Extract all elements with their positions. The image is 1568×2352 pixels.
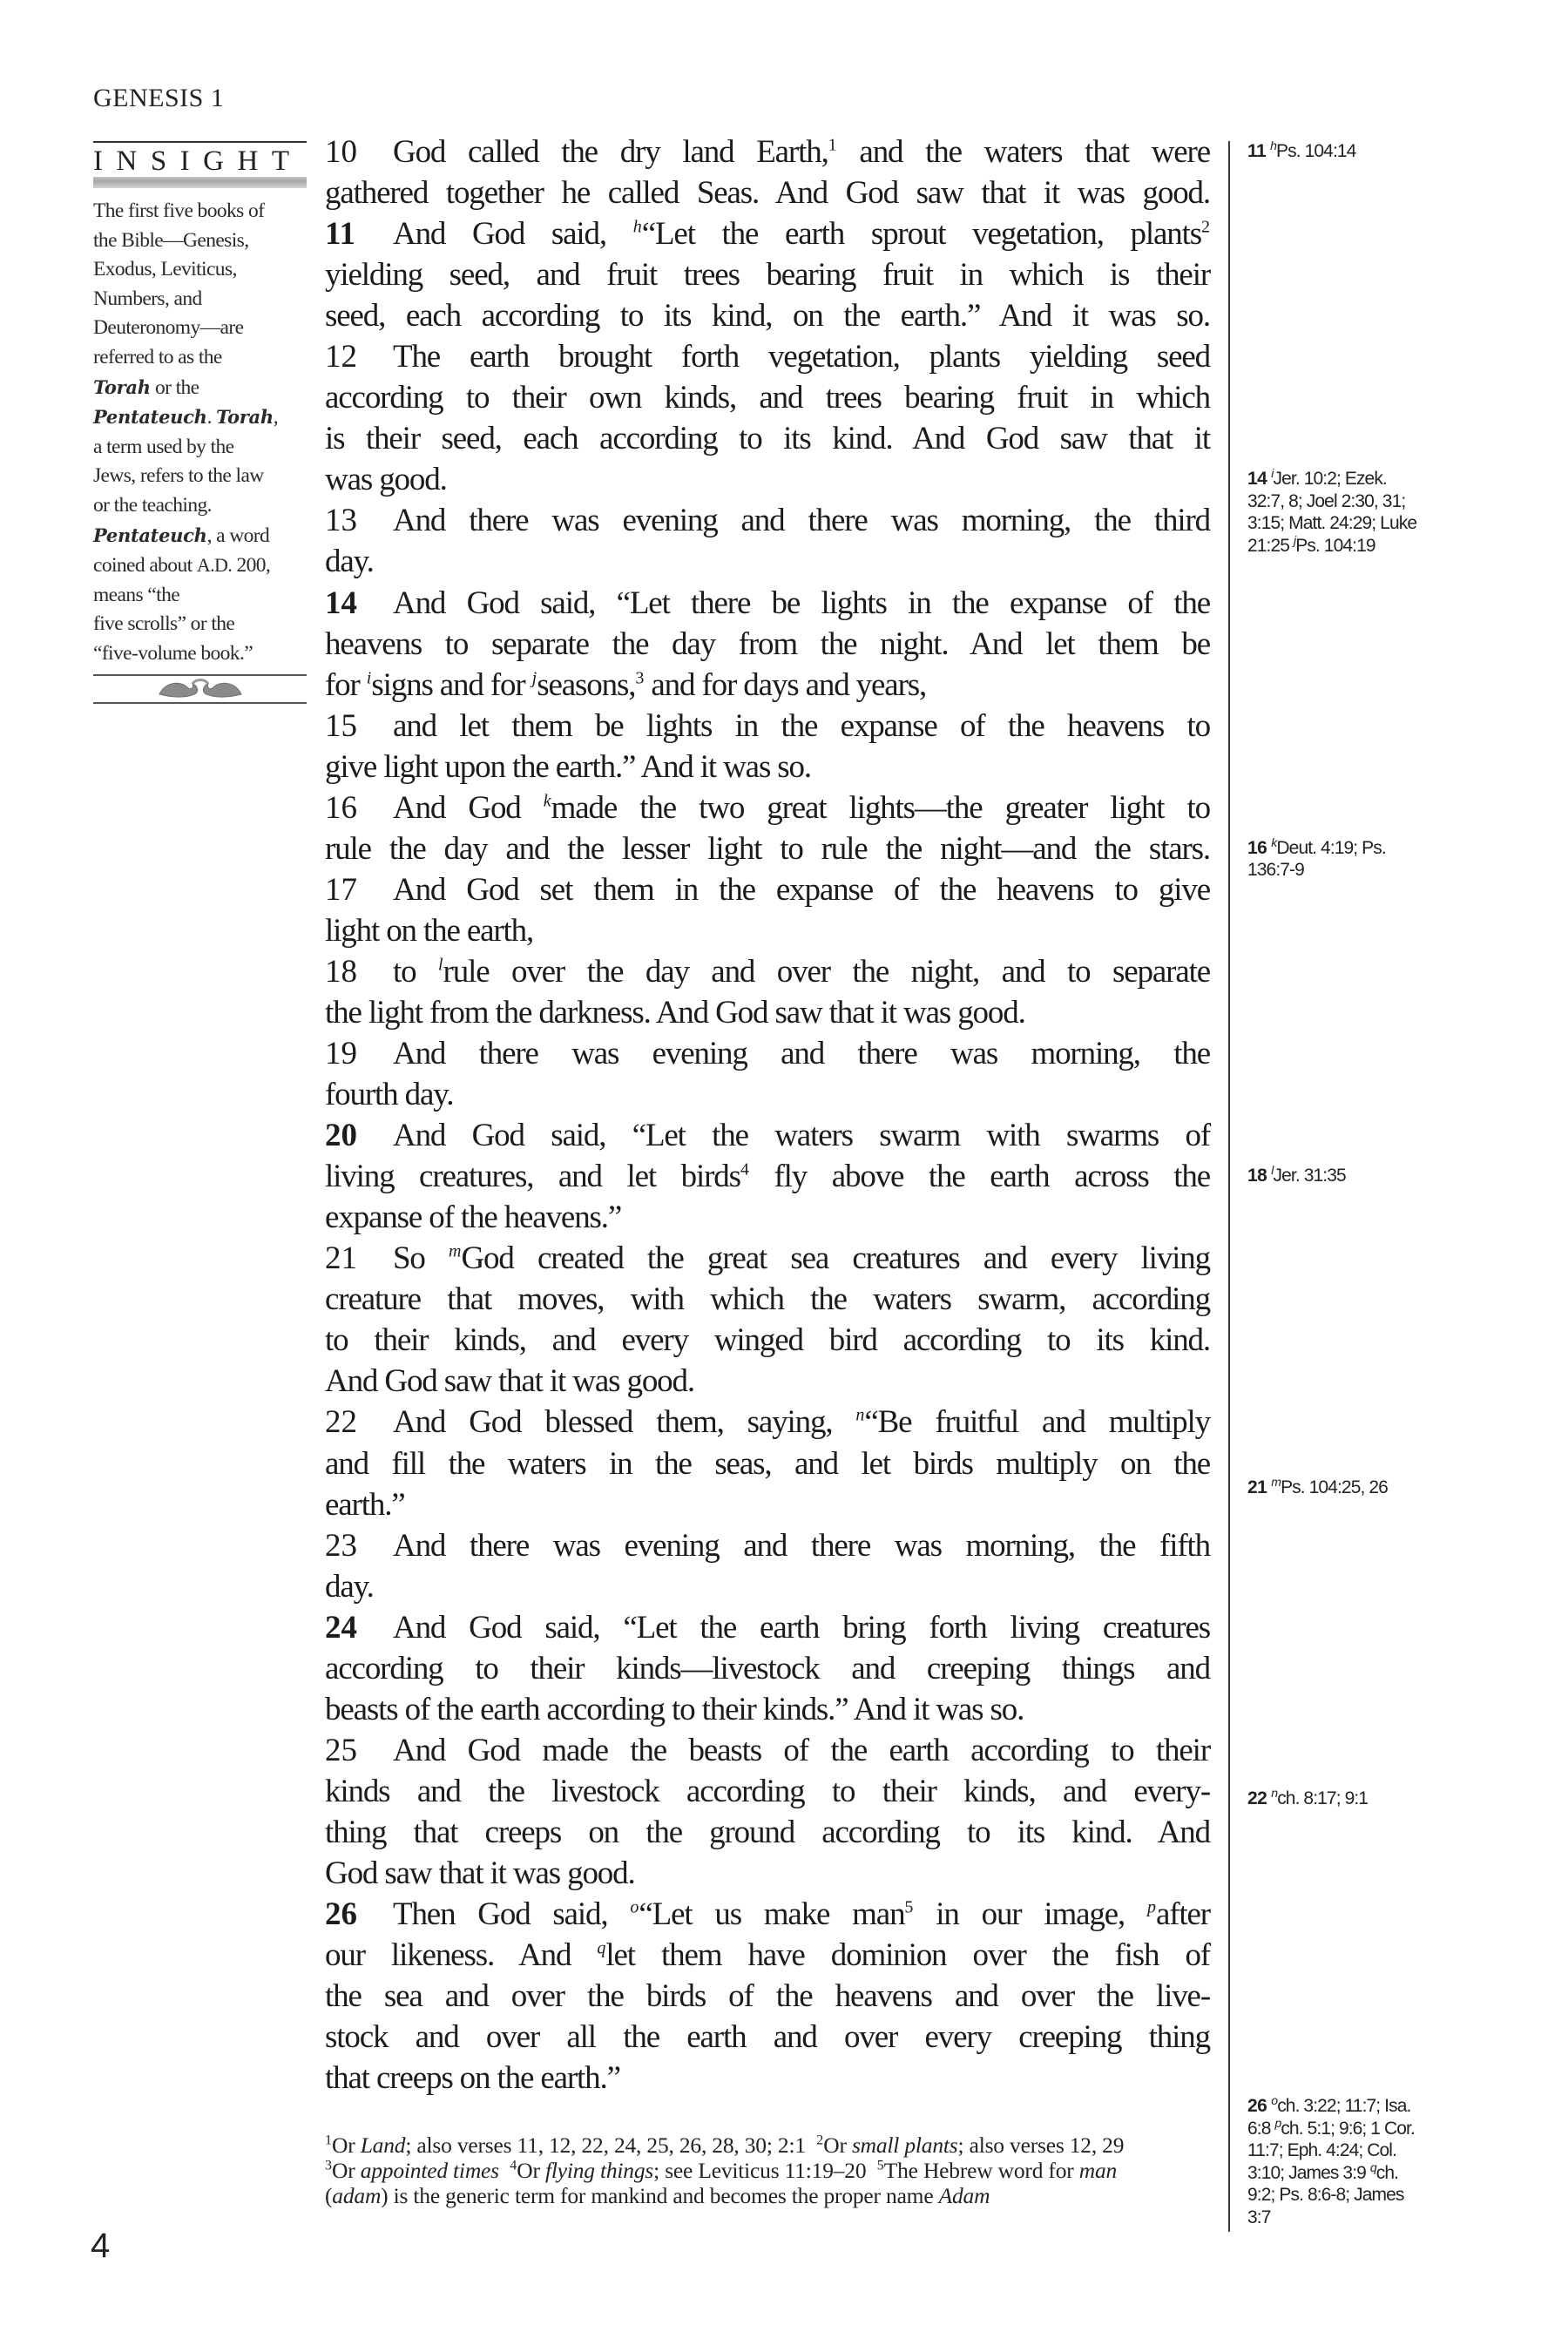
verse-text: was good. [325, 462, 447, 498]
verse-text: fourth day. [325, 1077, 454, 1113]
verse-start-line [325, 951, 1210, 992]
cross-reference-letter: i [1271, 466, 1274, 481]
verse-text: living creatures, and let birds [325, 1159, 740, 1195]
cross-reference-verse: 18 [1247, 1166, 1267, 1186]
footnote-italic: man [1078, 2158, 1118, 2183]
verse-line [325, 1074, 1210, 1115]
verse-line [325, 254, 1210, 295]
footnote-text: Or [517, 2158, 545, 2183]
verse-text: gathered together he called Seas. And God saw that it was good. [325, 175, 1210, 212]
cross-reference-verse: 11 [1247, 141, 1267, 161]
verse-line [325, 377, 1210, 418]
verse-number: 19 [325, 1036, 357, 1072]
verse-text: And God said, [393, 216, 633, 253]
verse-text: So [393, 1240, 449, 1277]
footnote-number: 4 [510, 2158, 517, 2173]
verse-text: to their kinds, and every winged bird according to its kind. [325, 1322, 1210, 1359]
verse-text: And God said, “Let the waters swarm with swarms of [393, 1118, 1210, 1154]
verse-text: in our image, [913, 1896, 1147, 1933]
verse-line [325, 1361, 1210, 1402]
verse-start-line [325, 1607, 1210, 1648]
insight-line [93, 314, 307, 343]
verse-start-line [325, 500, 1210, 541]
insight-term: Pentateuch [93, 524, 207, 546]
verse-line [325, 1771, 1210, 1812]
insight-line [93, 343, 307, 373]
verse-line [325, 459, 1210, 500]
cross-reference-letter: n [1271, 1786, 1278, 1801]
cross-reference-marker: j [531, 668, 537, 688]
verse-text: And God made the beasts of the earth according to their [393, 1732, 1210, 1768]
insight-line [93, 373, 307, 403]
footnote-marker: 3 [635, 668, 645, 688]
cross-reference-verse: 22 [1247, 1788, 1267, 1809]
scripture-text [325, 132, 1210, 2099]
footnote-italic: flying things [544, 2158, 654, 2183]
footnote-italic: small plants [851, 2132, 958, 2158]
cross-reference-text: Jer. 31:35 [1273, 1166, 1346, 1186]
cross-reference-verse: 26 [1247, 2096, 1267, 2117]
footnote-italic: Land [360, 2132, 406, 2158]
verse-start-line [325, 787, 1210, 828]
verse-line [325, 2017, 1210, 2058]
verse-text: God saw that it was good. [325, 1855, 635, 1891]
insight-text: or the teaching. [93, 493, 212, 517]
cross-reference-text: Jer. 10:2; Ezek. 32:7, 8; Joel 2:30, 31; 3:15; Matt. 24:29; Luke 21:25 [1247, 469, 1417, 556]
verse-line [325, 1566, 1210, 1607]
insight-line [93, 581, 307, 611]
footnotes [325, 2132, 1210, 2208]
verse-line [325, 1484, 1210, 1525]
insight-title: INSIGHT [93, 145, 303, 177]
verse-number: 22 [325, 1404, 357, 1441]
verse-number: 12 [325, 339, 357, 375]
insight-text: the Bible—Genesis, [93, 228, 249, 252]
verse-text: yielding seed, and fruit trees bearing fruit in which is their [325, 257, 1210, 294]
cross-reference-text: ch. 3:22; 11:7; Isa. 6:8 [1247, 2096, 1411, 2139]
verse-start-line [325, 1894, 1210, 1935]
verse-line [325, 1812, 1210, 1853]
verse-line [325, 828, 1210, 869]
verse-text: the light from the darkness. And God saw that it was good. [325, 994, 1025, 1031]
verse-text: seed, each according to its kind, on the earth.” And it was so. [325, 298, 1210, 335]
verse-number: 21 [325, 1240, 357, 1277]
verse-text: is their seed, each according to its kind. And God saw that it [325, 421, 1210, 457]
verse-text: light on the earth, [325, 912, 534, 949]
verse-text: that creeps on the earth.” [325, 2060, 620, 2097]
insight-term: Torah [93, 375, 151, 398]
insight-text: coined about [93, 554, 197, 578]
verse-line [325, 910, 1210, 951]
cross-reference-verse: 16 [1247, 837, 1267, 858]
footnote-text: Or [332, 2132, 361, 2158]
cross-reference-marker: q [597, 1938, 606, 1958]
verse-text: expanse of the heavens.” [325, 1200, 622, 1236]
verse-text: earth.” [325, 1486, 405, 1523]
verse-line [325, 992, 1210, 1033]
verse-text: “Be fruitful and multiply [864, 1404, 1210, 1441]
verse-text: And God saw that it was good. [325, 1363, 694, 1400]
verse-text: creature that moves, with which the waters swarm, according [325, 1281, 1210, 1318]
footnote-number: 1 [325, 2132, 332, 2148]
verse-start-line [325, 706, 1210, 747]
insight-line [93, 285, 307, 314]
insight-line [93, 610, 307, 639]
running-head: GENESIS 1 [93, 84, 225, 112]
verse-text: the sea and over the birds of the heavens and over the live- [325, 1978, 1210, 2015]
cross-reference-letter: p [1274, 2115, 1281, 2130]
verse-text: made the two great lights—the greater light to [551, 789, 1211, 826]
verse-text: rule the day and the lesser light to rule the night—and the stars. [325, 830, 1210, 867]
fleuron-ornament-icon [152, 677, 248, 701]
verse-line [325, 1156, 1210, 1197]
verse-text: stock and over all the earth and over every creeping thing [325, 2019, 1210, 2056]
cross-reference-text: ch. 8:17; 9:1 [1277, 1788, 1369, 1809]
verse-line [325, 1689, 1210, 1730]
verse-number: 15 [325, 707, 357, 744]
footnote-number: 3 [325, 2158, 332, 2173]
insight-top-rule [93, 141, 307, 143]
cross-reference-text: ch. 5:1; 9:6; 1 Cor. 11:7; Eph. 4:24; Col. 3:10; James 3:9 [1247, 2118, 1415, 2183]
verse-start-line [325, 1402, 1210, 1443]
cross-reference-text: Ps. 104:25, 26 [1281, 1477, 1388, 1497]
cross-reference-letter: l [1271, 1163, 1274, 1178]
verse-text: And God [393, 789, 544, 826]
verse-text: and the waters that were [836, 134, 1210, 170]
insight-text: means “the [93, 583, 180, 606]
verse-line [325, 1935, 1210, 1976]
insight-line [93, 226, 307, 256]
insight-title-band [93, 177, 307, 188]
insight-text: , a word [206, 524, 270, 547]
verse-number: 13 [325, 503, 357, 539]
verse-start-line [325, 336, 1210, 377]
verse-text: God created the great sea creatures and every living [461, 1240, 1210, 1277]
insight-sidebar [93, 141, 307, 704]
verse-text: kinds and the livestock according to their kinds, and every- [325, 1773, 1210, 1809]
footnote-italic: Adam [938, 2183, 990, 2208]
cross-reference-entry [1247, 1165, 1426, 1187]
verse-line [325, 1320, 1210, 1361]
verse-text: Then God said, [393, 1896, 631, 1933]
verse-text: “Let us make man [639, 1896, 905, 1933]
cross-reference-text: Ps. 104:14 [1276, 141, 1356, 161]
footnote-line [325, 2132, 1210, 2158]
insight-text: Jews, refers to the law [93, 464, 264, 488]
insight-line [93, 433, 307, 463]
verse-line [325, 1279, 1210, 1320]
insight-text: . [206, 406, 217, 429]
verse-number: 25 [325, 1732, 357, 1768]
insight-text: , [273, 406, 279, 429]
verse-start-line [325, 1033, 1210, 1074]
verse-line [325, 624, 1210, 665]
footnote-line [325, 2183, 1210, 2208]
cross-reference-marker: l [437, 955, 443, 975]
footnote-text: Or [332, 2158, 361, 2183]
insight-text: or the [150, 375, 199, 399]
insight-term: Torah [216, 406, 274, 429]
footnote-text: The Hebrew word for [883, 2158, 1079, 2183]
verse-number: 11 [325, 216, 355, 253]
verse-text: And there was evening and there was morning, the [393, 1036, 1210, 1072]
insight-text: a term used by the [93, 435, 234, 458]
verse-start-line [325, 1730, 1210, 1771]
footnote-marker: 5 [904, 1897, 914, 1917]
verse-line [325, 1197, 1210, 1238]
cross-reference-letter: j [1294, 532, 1296, 547]
verse-text: according to their own kinds, and trees bearing fruit in which [325, 380, 1210, 416]
insight-line [93, 491, 307, 521]
verse-text: day. [325, 1568, 374, 1605]
verse-text: according to their kinds—livestock and creeping things and [325, 1650, 1210, 1686]
cross-reference-entry [1247, 1474, 1426, 1499]
verse-number: 16 [325, 789, 357, 826]
cross-reference-marker: h [632, 217, 642, 237]
cross-reference-entry [1247, 468, 1426, 557]
verse-line [325, 172, 1210, 213]
verse-text: give light upon the earth.” And it was so. [325, 748, 811, 785]
verse-line [325, 1976, 1210, 2017]
insight-line [93, 255, 307, 285]
insight-body [93, 197, 307, 669]
insight-text: Exodus, Leviticus, [93, 258, 237, 281]
cross-reference-entry [1247, 140, 1426, 163]
insight-line [93, 551, 307, 581]
footnote-number: 2 [816, 2132, 824, 2148]
footnote-italic: appointed times [360, 2158, 499, 2183]
insight-line [93, 521, 307, 551]
verse-start-line [325, 132, 1210, 172]
verse-line [325, 665, 1210, 706]
cross-reference-letter: o [1271, 2093, 1278, 2108]
insight-text: Numbers, and [93, 287, 202, 310]
verse-text: let them have dominion over the fish of [605, 1937, 1210, 1974]
insight-line [93, 402, 307, 433]
cross-reference-letter: q [1369, 2159, 1376, 2174]
verse-line [325, 747, 1210, 787]
footnote-line [325, 2158, 1210, 2183]
verse-line [325, 1853, 1210, 1894]
footnote-number: 5 [876, 2158, 884, 2173]
verse-start-line [325, 213, 1210, 254]
insight-term: Pentateuch [93, 406, 207, 429]
cross-reference-entry [1247, 2095, 1426, 2228]
verse-text: God called the dry land Earth, [393, 134, 828, 170]
insight-text: five scrolls” or the [93, 612, 235, 636]
footnote-text: ; see Leviticus 11:19–20 [653, 2158, 877, 2183]
verse-text: And there was evening and there was morning, the fifth [393, 1527, 1210, 1564]
insight-text: A.D. [196, 554, 233, 577]
cross-reference-marker: n [855, 1406, 865, 1426]
verse-number: 17 [325, 871, 357, 908]
page-number: 4 [91, 2227, 111, 2265]
verse-text: And God said, “Let the earth bring forth living creatures [393, 1609, 1210, 1646]
cross-reference-marker: m [449, 1241, 462, 1261]
cross-reference-marker: k [543, 791, 551, 811]
footnote-text: ) is the generic term for mankind and becomes the proper name [381, 2183, 939, 2208]
footnote-text: ; also verses 11, 12, 22, 24, 25, 26, 28, 30; 2:1 [405, 2132, 817, 2158]
verse-number: 24 [325, 1609, 357, 1646]
verse-text: signs and for [371, 666, 532, 703]
verse-text: and let them be lights in the expanse of the heavens to [393, 707, 1210, 744]
verse-number: 23 [325, 1527, 357, 1564]
verse-line [325, 541, 1210, 582]
cross-reference-letter: k [1271, 835, 1277, 849]
verse-number: 14 [325, 585, 357, 621]
verse-text: And there was evening and there was morning, the third [393, 503, 1210, 539]
verse-text: heavens to separate the day from the night. And let them be [325, 625, 1210, 662]
verse-text: for [325, 666, 367, 703]
verse-text: our likeness. And [325, 1937, 598, 1974]
verse-text: And God blessed them, saying, [393, 1404, 856, 1441]
insight-text: Deuteronomy—are [93, 316, 244, 340]
verse-line [325, 418, 1210, 459]
verse-text: And God set them in the expanse of the heavens to give [393, 871, 1210, 908]
insight-line [93, 462, 307, 491]
verse-text: The earth brought forth vegetation, plants yielding seed [393, 339, 1210, 375]
cross-reference-verse: 21 [1247, 1477, 1267, 1497]
verse-text: beasts of the earth according to their kinds.” And it was so. [325, 1691, 1024, 1727]
cross-reference-letter: m [1271, 1474, 1281, 1489]
footnote-marker: 2 [1200, 217, 1210, 237]
verse-text: to [393, 953, 438, 990]
footnote-text: ; also verses 12, 29 [957, 2132, 1125, 2158]
verse-start-line [325, 1238, 1210, 1279]
verse-text: thing that creeps on the ground according to its kind. And [325, 1814, 1210, 1850]
verse-text: rule over the day and over the night, and to separate [443, 953, 1210, 990]
verse-line [325, 2058, 1210, 2099]
insight-ornament-divider [93, 674, 307, 704]
verse-text: day. [325, 544, 374, 580]
insight-line [93, 639, 307, 669]
cross-reference-marker: o [630, 1897, 639, 1917]
footnote-text: Or [823, 2132, 852, 2158]
insight-text: referred to as the [93, 345, 222, 368]
insight-text: The first five books of [93, 199, 265, 222]
verse-start-line [325, 869, 1210, 910]
footnote-text [499, 2158, 510, 2183]
insight-line [93, 197, 307, 226]
verse-text: fly above the earth across the [748, 1159, 1210, 1195]
insight-text: “five-volume book.” [93, 641, 253, 665]
verse-start-line [325, 1525, 1210, 1566]
verse-line [325, 1443, 1210, 1484]
footnote-text: ( [325, 2183, 333, 2208]
verse-text: “Let the earth sprout vegetation, plants [641, 216, 1201, 253]
verse-number: 26 [325, 1896, 357, 1933]
cross-reference-text: Deut. 4:19; Ps. 136:7-9 [1247, 837, 1386, 881]
verse-line [325, 1648, 1210, 1689]
verse-text: and fill the waters in the seas, and let birds multiply on the [325, 1445, 1210, 1482]
footnote-marker: 4 [740, 1159, 749, 1179]
verse-text: and for days and years, [644, 666, 927, 703]
cross-reference-rule [1228, 141, 1230, 2232]
insight-text: 200, [232, 554, 271, 578]
cross-reference-entry [1247, 1788, 1426, 1810]
verse-start-line [325, 583, 1210, 624]
cross-reference-marker: i [366, 668, 372, 688]
cross-reference-entry [1247, 837, 1426, 882]
cross-reference-marker: p [1146, 1897, 1156, 1917]
verse-number: 20 [325, 1118, 357, 1154]
verse-text: seasons, [537, 666, 636, 703]
cross-reference-text: Ps. 104:19 [1295, 535, 1375, 556]
verse-line [325, 295, 1210, 336]
verse-number: 10 [325, 134, 357, 170]
footnote-marker: 1 [828, 135, 837, 155]
cross-reference-text: ch. 9:2; Ps. 8:6-8; James 3:7 [1247, 2162, 1404, 2227]
verse-start-line [325, 1115, 1210, 1156]
verse-text: after [1155, 1896, 1210, 1933]
verse-number: 18 [325, 953, 357, 990]
cross-reference-letter: h [1270, 139, 1277, 152]
cross-reference-verse: 14 [1247, 469, 1267, 490]
verse-text: And God said, “Let there be lights in the expanse of the [393, 585, 1210, 621]
footnote-italic: adam [332, 2183, 382, 2208]
